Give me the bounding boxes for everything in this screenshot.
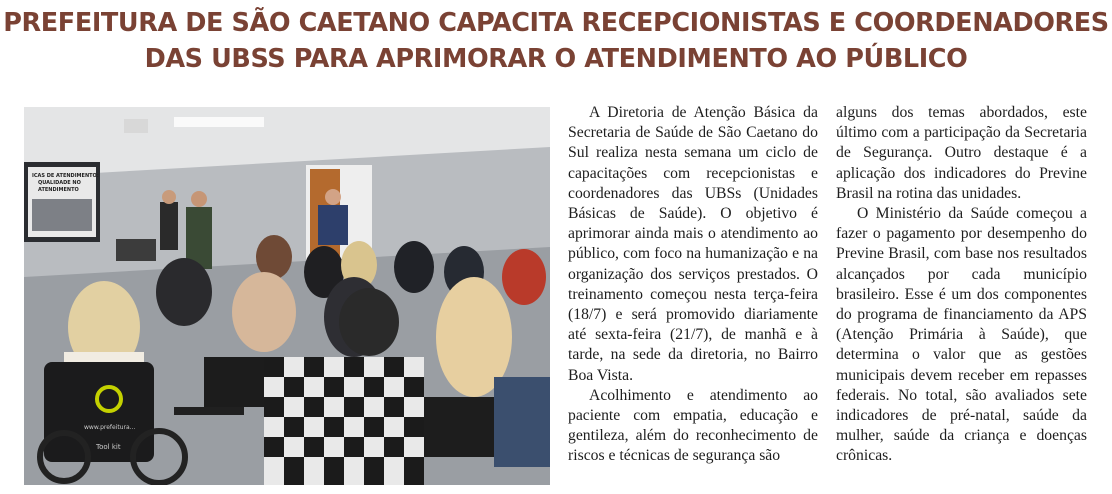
photo-wheelchair-bag-text: Tool kit [96,443,121,451]
headline-line-2: DAS UBSS PARA APRIMORAR O ATENDIMENTO AO PÚBLICO [144,44,968,74]
photo-audience-member [156,258,212,326]
article-column-2 [836,103,1087,467]
paragraph-continued: alguns dos temas abordados, este último com a participação da Secretaria de Segurança. Outro destaque é a aplicação dos indicadores do Previne Brasil na rotina das unidades. [836,104,1087,202]
photo-person-head [191,191,207,207]
photo-projector [124,119,148,133]
photo-audience-member [394,241,434,293]
article-column-1 [568,103,818,467]
photo-desk [116,239,156,261]
article-photo [24,107,550,485]
paragraph: A Diretoria de Atenção Básica da Secretaria de Saúde de São Caetano do Sul realiza nesta semana um ciclo de capacitações com recepcionistas e coordenadores das UBSs (Unidades Básicas de Saúde). O objetivo é aprimorar ainda mais o atendimento ao público, com foco na humanização e na organização dos serviços prestados. O treinamento começou nesta terça-feira (18/7) e será promovido diariamente até sexta-feira (21/7), de manhã e à tarde, na sede da diretoria, no Bairro Boa Vista. [568,104,818,384]
photo-person-head [162,190,176,204]
headline-line-1: PREFEITURA DE SÃO CAETANO CAPACITA RECEPCIONISTAS E COORDENADORES [3,8,1109,38]
photo-audience-member-head [339,288,399,356]
paragraph: O Ministério da Saúde começou a fazer o pagamento por desempenho do Previne Brasil, com base nos resultados alcançados por cada município brasileiro. Esse é um dos componentes do programa de financiamento da APS (Atenção Primária à Saúde), que determina o valor que as gestões municipais devem receber em repasses federais. No total, são avaliados sete indicadores de pré-natal, saúde da mulher, saúde da criança e doenças crônicas. [836,205,1087,465]
photo-slide-text-1: ICAS DE ATENDIMENTO: [32,173,99,179]
headline [0,5,1112,77]
photo-speaker [318,205,348,245]
photo-audience-member [502,249,546,305]
photo-slide-image [32,199,92,231]
photo-slide-text-3: ATENDIMENTO [38,187,79,193]
photo-person [160,202,178,250]
photo-chair [174,407,244,415]
photo-slide-text-2: QUALIDADE NO [38,180,81,186]
photo-speaker-head [325,189,341,205]
photo-audience-member [232,272,296,352]
photo-ceiling-light [174,117,264,127]
photo-chair [424,397,494,457]
photo-illustration [24,107,550,485]
photo-wheelchair-url: www.prefeitura... [84,424,136,431]
photo-chair [204,357,264,407]
paragraph: Acolhimento e atendimento ao paciente com empatia, educação e gentileza, além do reconhecimento de riscos e técnicas de segurança são [568,386,818,465]
photo-audience-member [494,377,550,467]
